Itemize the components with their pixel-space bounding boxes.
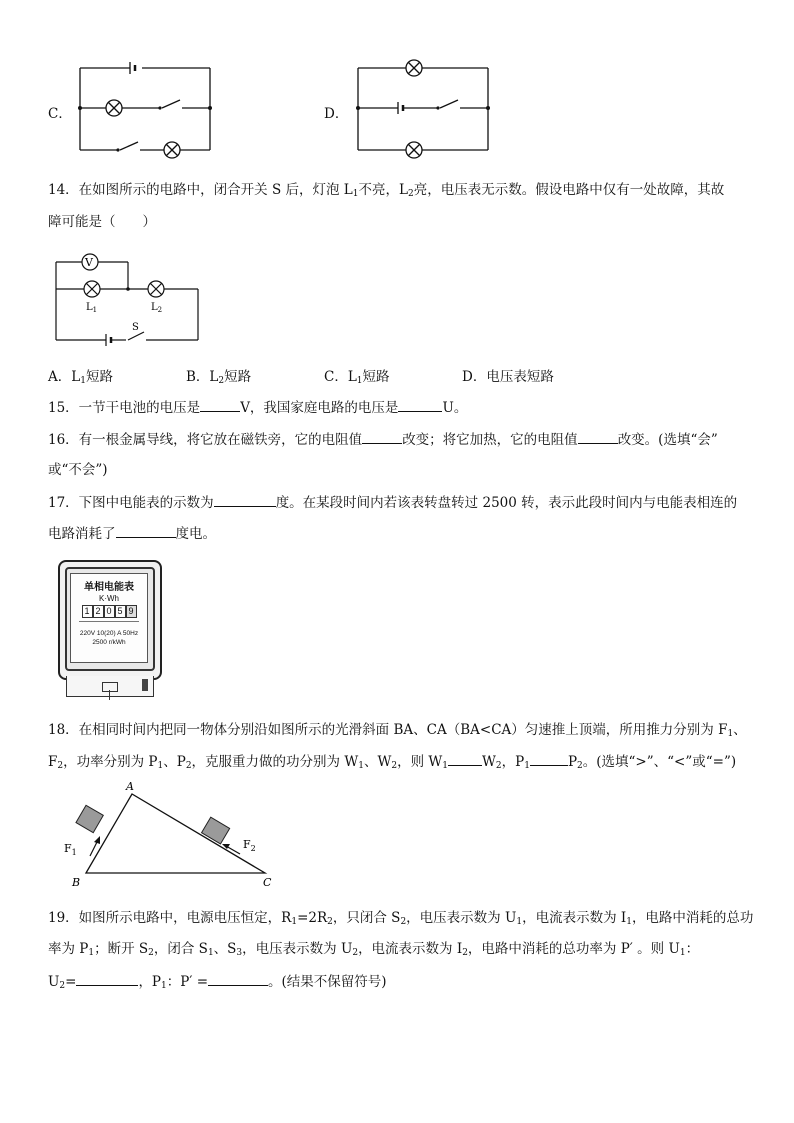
q14-switch-label: S [132,322,139,333]
meter-digits: 1 2 0 5 9 [71,605,147,618]
q14-circuit-diagram [48,244,208,352]
q19-question-line3: $U_2=$ ，$P_1$：P′ = 。(结果不保留符号) [48,971,387,996]
q17-question-line2: 电路消耗了 度电。 [48,523,216,544]
meter-unit: K·Wh [99,594,119,603]
q14-question-line1: 14．在如图所示的电路中，闭合开关 S 后，灯泡 $L_1$不亮，$L_2$亮，电压表无示数。假设电路中仅有一处故障，其故 [48,182,725,199]
q18-f2-label: $F_2$ [243,838,256,853]
q14-option-b: B．$L_2$短路 [186,369,252,386]
q18-f1-label: $F_1$ [64,842,77,857]
meter-title: 单相电能表 [84,582,134,593]
q14-option-d: D．电压表短路 [462,369,554,385]
q14-l1-label: $L_1$ [86,302,98,314]
q17-energy-meter [58,560,160,702]
q19-question-line2: 率为 $P_1$；断开 $S_2$，闭合 $S_1$、$S_3$，电压表示数为 $U_2$，电流表示数为 $I_2$，电路中消耗的总功率为 P′ 。则 $U_1$： [48,941,700,958]
q14-l2-label: $L_2$ [151,302,163,314]
q18-point-a: A [126,780,134,793]
meter-spec-voltage: 220V 10(20) A 50Hz [79,630,139,637]
q18-incline-diagram [60,778,280,890]
q13-circuit-d [348,58,498,163]
q13-option-d-label: D． [324,106,349,122]
q13-circuit-c [70,58,220,163]
q16-question-line1: 16．有一根金属导线，将它放在磁铁旁，它的电阻值 改变；将它加热，它的电阻值 改变。(选填“会” [48,429,718,450]
q17-question-line1: 17．下图中电能表的示数为 度。在某段时间内若该表转盘转过 2500 转，表示此段时间内与电能表相连的 [48,492,737,513]
q14-voltmeter-label: V [85,256,93,269]
meter-spec-revs: 2500 r/kWh [92,639,126,646]
q14-question-line2: 障可能是（ ） [48,214,156,230]
q13-option-c-label: C． [48,106,72,122]
q16-question-line2: 或“不会”) [48,462,108,478]
q15-question: 15．一节干电池的电压是 V，我国家庭电路的电压是 U。 [48,397,467,418]
q18-question-line1: 18．在相同时间内把同一物体分别沿如图所示的光滑斜面 BA、CA（BA<CA）匀速推上顶端，所用推力分别为 $F_1$、 [48,722,747,739]
q19-question-line1: 19．如图所示电路中，电源电压恒定，$R_1=2R_2$，只闭合 $S_2$，电压表示数为 $U_1$，电流表示数为 $I_1$，电路中消耗的总功 [48,910,754,927]
q18-question-line2: $F_2$，功率分别为 $P_1$、$P_2$，克服重力做的功分别为 $W_1$、$W_2$，则 $W_1$ $W_2$，$P_1$ $P_2$。(选填“>”、“<”或“=”) [48,751,736,776]
q14-option-a: A．$L_1$短路 [48,369,113,386]
q14-option-c: C．$L_1$短路 [324,369,390,386]
q18-point-c: C [263,876,272,889]
q18-point-b: B [72,876,81,889]
